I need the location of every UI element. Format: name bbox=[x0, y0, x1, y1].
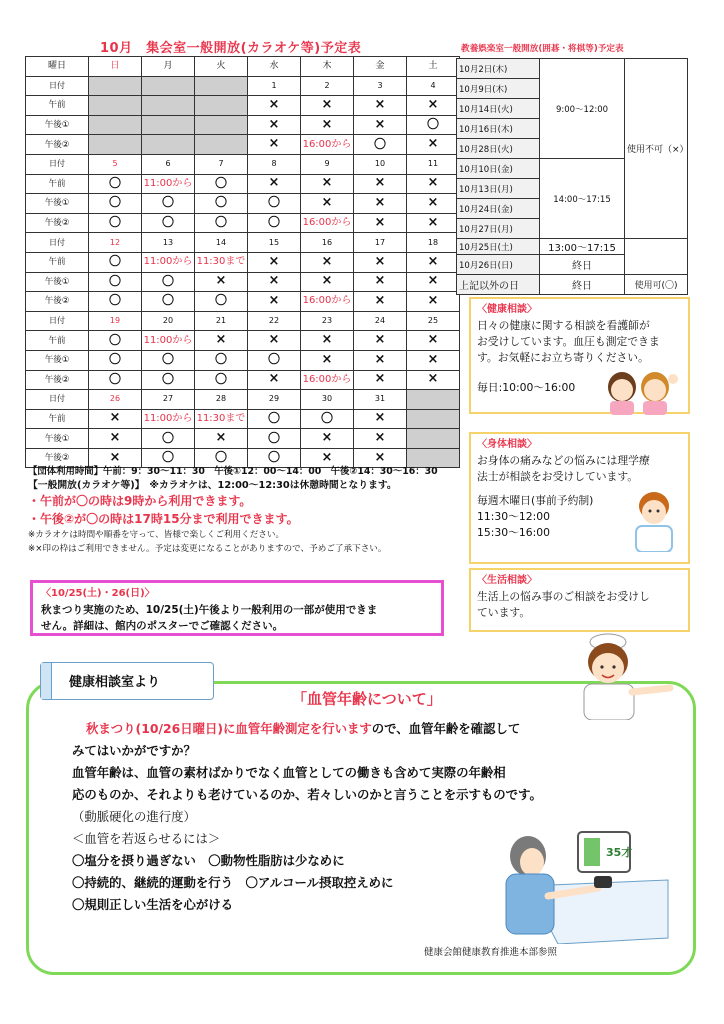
calendar-date: 3 bbox=[354, 76, 407, 96]
calendar-row bbox=[26, 194, 460, 214]
calendar-cell-unavailable: × bbox=[354, 429, 407, 449]
festival-notice bbox=[30, 580, 444, 636]
calendar-table bbox=[25, 56, 460, 468]
calendar-cell-unavailable: × bbox=[407, 213, 460, 233]
calendar-cell-empty bbox=[89, 76, 142, 96]
calendar-cell-empty bbox=[89, 115, 142, 135]
health-consult-text: す。お気軽にお立ち寄りください。 bbox=[477, 351, 649, 364]
calendar-row-label: 午後① bbox=[26, 350, 89, 370]
calendar-cell-available: 〇 bbox=[195, 448, 248, 468]
calendar-cell-unavailable: × bbox=[407, 350, 460, 370]
calendar-date: 25 bbox=[407, 311, 460, 331]
festival-text: せん。詳細は、館内のポスターでご確認ください。 bbox=[41, 620, 284, 632]
health-room-paragraph: みてはいかがですか？ bbox=[72, 743, 196, 758]
calendar-row-label: 午後① bbox=[26, 194, 89, 214]
calendar-cell-empty bbox=[142, 96, 195, 116]
health-room-tip: 〇持続的、継続的運動を行う 〇アルコール摂取控えめに bbox=[72, 875, 394, 890]
calendar-cell-unavailable: × bbox=[195, 429, 248, 449]
calendar-date: 20 bbox=[142, 311, 195, 331]
calendar-row bbox=[26, 154, 460, 174]
calendar-cell-available: 〇 bbox=[195, 292, 248, 312]
schedule-unavailable: 使用不可（×） bbox=[625, 59, 688, 239]
calendar-cell-available: 〇 bbox=[89, 272, 142, 292]
change-note: ※×印の枠はご利用できません。予定は変更になることがありますので、予めご了承下さい。 bbox=[28, 544, 387, 554]
calendar-cell-unavailable: × bbox=[407, 135, 460, 155]
calendar-cell-unavailable: × bbox=[248, 252, 301, 272]
health-room-lead-red: 秋まつり(10/26日曜日)に血管年齢測定を行います bbox=[86, 721, 372, 736]
calendar-cell-available: 〇 bbox=[89, 194, 142, 214]
calendar-cell-unavailable: × bbox=[407, 272, 460, 292]
calendar-date: 11 bbox=[407, 154, 460, 174]
calendar-cell-unavailable: × bbox=[354, 272, 407, 292]
calendar-row bbox=[26, 292, 460, 312]
calendar-cell-time-note: 16:00から bbox=[301, 370, 354, 390]
calendar-cell-available: 〇 bbox=[195, 194, 248, 214]
calendar-cell-empty bbox=[407, 390, 460, 410]
festival-heading: 〈10/25(土)・26(日)〉 bbox=[41, 588, 155, 599]
schedule-date: 10月27日(月) bbox=[457, 219, 540, 239]
body-consult-text: 法士が相談をお受けしています。 bbox=[477, 470, 639, 483]
calendar-row bbox=[26, 213, 460, 233]
calendar-row bbox=[26, 252, 460, 272]
calendar-cell-empty bbox=[142, 135, 195, 155]
calendar-cell-unavailable: × bbox=[248, 370, 301, 390]
therapist-illustration bbox=[626, 488, 682, 552]
morning-note: ・午前が〇の時は9時から利用できます。 bbox=[28, 494, 252, 508]
schedule-date: 10月25日(土) bbox=[457, 239, 540, 255]
calendar-cell-unavailable: × bbox=[354, 409, 407, 429]
calendar-row-label: 午前 bbox=[26, 174, 89, 194]
calendar-row bbox=[26, 429, 460, 449]
calendar-cell-time-note: 11:00から bbox=[142, 174, 195, 194]
calendar-cell-unavailable: × bbox=[89, 409, 142, 429]
calendar-cell-time-note: 11:00から bbox=[142, 252, 195, 272]
calendar-cell-available: 〇 bbox=[301, 409, 354, 429]
body-consult-time: 11:30～12:00 bbox=[477, 510, 551, 523]
calendar-date: 30 bbox=[301, 390, 354, 410]
calendar-date: 27 bbox=[142, 390, 195, 410]
calendar-date: 4 bbox=[407, 76, 460, 96]
calendar-header-day: 金 bbox=[354, 57, 407, 77]
calendar-date: 24 bbox=[354, 311, 407, 331]
calendar-cell-unavailable: × bbox=[301, 174, 354, 194]
schedule-date: 10月26日(日) bbox=[457, 255, 540, 275]
schedule-date: 10月2日(木) bbox=[457, 59, 540, 79]
calendar-cell-empty bbox=[89, 96, 142, 116]
calendar-date: 7 bbox=[195, 154, 248, 174]
calendar-cell-time-note: 11:00から bbox=[142, 409, 195, 429]
calendar-cell-empty bbox=[89, 135, 142, 155]
calendar-cell-time-note: 11:30まで bbox=[195, 409, 248, 429]
group-hours: 【団体利用時間】午前：9：30～11：30 午後①12：00～14：00 午後②14：30～16：30 bbox=[28, 466, 438, 477]
calendar-row-label: 午後② bbox=[26, 292, 89, 312]
calendar-cell-available: 〇 bbox=[89, 213, 142, 233]
schedule-other-time: 終日 bbox=[540, 275, 625, 295]
blood-vessel-measurement-illustration bbox=[498, 826, 670, 944]
calendar-cell-available: 〇 bbox=[195, 350, 248, 370]
calendar-header-weekday-label: 曜日 bbox=[26, 57, 89, 77]
schedule-table bbox=[456, 58, 688, 295]
calendar-cell-unavailable: × bbox=[354, 292, 407, 312]
calendar-cell-available: 〇 bbox=[248, 350, 301, 370]
calendar-cell-empty bbox=[195, 96, 248, 116]
calendar-date: 10 bbox=[354, 154, 407, 174]
life-consult-heading: 〈生活相談〉 bbox=[477, 575, 537, 586]
calendar-cell-empty bbox=[142, 115, 195, 135]
calendar-cell-unavailable: × bbox=[301, 272, 354, 292]
calendar-row-label: 日付 bbox=[26, 311, 89, 331]
calendar-cell-available: 〇 bbox=[248, 213, 301, 233]
calendar-date: 28 bbox=[195, 390, 248, 410]
calendar-date: 9 bbox=[301, 154, 354, 174]
calendar-cell-available: 〇 bbox=[248, 409, 301, 429]
calendar-cell-available: 〇 bbox=[195, 213, 248, 233]
calendar-cell-available: 〇 bbox=[195, 174, 248, 194]
calendar-header-day: 水 bbox=[248, 57, 301, 77]
calendar-row bbox=[26, 311, 460, 331]
calendar-date: 5 bbox=[89, 154, 142, 174]
calendar-cell-available: 〇 bbox=[142, 213, 195, 233]
calendar-cell-unavailable: × bbox=[354, 96, 407, 116]
schedule-title: 教養娯楽室一般開放(囲碁・将棋等)予定表 bbox=[461, 44, 624, 54]
calendar-cell-available: 〇 bbox=[248, 429, 301, 449]
calendar-cell-available: 〇 bbox=[142, 292, 195, 312]
usage-notes bbox=[28, 465, 458, 556]
calendar-cell-available: 〇 bbox=[195, 370, 248, 390]
calendar-date: 31 bbox=[354, 390, 407, 410]
calendar-cell-unavailable: × bbox=[354, 115, 407, 135]
calendar-cell-unavailable: × bbox=[407, 370, 460, 390]
calendar-cell-available: 〇 bbox=[89, 252, 142, 272]
calendar-row bbox=[26, 174, 460, 194]
calendar-cell-empty bbox=[195, 115, 248, 135]
calendar-row-label: 午前 bbox=[26, 96, 89, 116]
schedule-date: 10月28日(火) bbox=[457, 139, 540, 159]
health-room-paragraph: 血管年齢は、血管の素材ばかりでなく血管としての働きも含めて実際の年齢相 bbox=[72, 765, 506, 780]
schedule-time: 13:00～17:15 bbox=[540, 239, 625, 255]
calendar-row-label: 午後② bbox=[26, 213, 89, 233]
calendar-row-label: 日付 bbox=[26, 390, 89, 410]
health-room-lead-rest: ので、血管年齢を確認して bbox=[371, 721, 521, 736]
calendar-date: 16 bbox=[301, 233, 354, 253]
calendar-cell-unavailable: × bbox=[248, 174, 301, 194]
health-consult-text: お受けしています。血圧も測定できま bbox=[477, 335, 660, 348]
health-room-title: 「血管年齢について」 bbox=[292, 690, 442, 708]
calendar-cell-empty bbox=[195, 135, 248, 155]
body-consult-time: 15:30～16:00 bbox=[477, 526, 551, 539]
calendar-date: 19 bbox=[89, 311, 142, 331]
health-room-paragraph: （動脈硬化の進行度） bbox=[72, 809, 196, 824]
schedule-time: 終日 bbox=[540, 255, 625, 275]
calendar-cell-unavailable: × bbox=[248, 96, 301, 116]
calendar-cell-empty bbox=[195, 76, 248, 96]
calendar-cell-unavailable: × bbox=[195, 331, 248, 351]
calendar-cell-unavailable: × bbox=[354, 174, 407, 194]
calendar-cell-available: 〇 bbox=[89, 292, 142, 312]
karaoke-manner-note: ※カラオケは時間や順番を守って、皆様で楽しくご利用ください。 bbox=[28, 530, 285, 540]
calendar-cell-available: 〇 bbox=[142, 448, 195, 468]
calendar-cell-unavailable: × bbox=[301, 115, 354, 135]
calendar-date: 17 bbox=[354, 233, 407, 253]
calendar-date: 29 bbox=[248, 390, 301, 410]
calendar-cell-available: 〇 bbox=[89, 370, 142, 390]
calendar-row-label: 日付 bbox=[26, 154, 89, 174]
calendar-cell-available: 〇 bbox=[354, 135, 407, 155]
calendar-header-day: 日 bbox=[89, 57, 142, 77]
calendar-row bbox=[26, 135, 460, 155]
body-consult-heading: 〈身体相談〉 bbox=[477, 439, 537, 450]
nurse-pointing-illustration bbox=[560, 628, 680, 720]
calendar-cell-available: 〇 bbox=[142, 272, 195, 292]
calendar-cell-available: 〇 bbox=[89, 350, 142, 370]
calendar-cell-unavailable: × bbox=[301, 194, 354, 214]
schedule-date: 10月10日(金) bbox=[457, 159, 540, 179]
calendar-cell-available: 〇 bbox=[407, 115, 460, 135]
calendar-cell-unavailable: × bbox=[301, 96, 354, 116]
health-consult-hours: 毎日:10:00～16:00 bbox=[477, 381, 576, 394]
schedule-date: 10月14日(火) bbox=[457, 99, 540, 119]
calendar-row bbox=[26, 370, 460, 390]
calendar-cell-unavailable: × bbox=[407, 331, 460, 351]
calendar-row bbox=[26, 96, 460, 116]
calendar-cell-unavailable: × bbox=[301, 429, 354, 449]
schedule-date: 10月24日(金) bbox=[457, 199, 540, 219]
calendar-row-label: 午後① bbox=[26, 429, 89, 449]
calendar-row bbox=[26, 272, 460, 292]
calendar-row-label: 午後② bbox=[26, 448, 89, 468]
calendar-header-day: 木 bbox=[301, 57, 354, 77]
calendar-cell-unavailable: × bbox=[407, 194, 460, 214]
calendar-date: 15 bbox=[248, 233, 301, 253]
calendar-date: 18 bbox=[407, 233, 460, 253]
calendar-cell-available: 〇 bbox=[142, 429, 195, 449]
calendar-title: 10月 集会室一般開放(カラオケ等)予定表 bbox=[100, 41, 362, 56]
nurses-illustration bbox=[600, 365, 684, 415]
calendar-row bbox=[26, 76, 460, 96]
calendar-cell-available: 〇 bbox=[89, 174, 142, 194]
calendar-row-label: 午後① bbox=[26, 115, 89, 135]
calendar-row-label: 午前 bbox=[26, 409, 89, 429]
life-consult-box bbox=[469, 568, 690, 632]
schedule-date: 10月16日(木) bbox=[457, 119, 540, 139]
calendar-cell-available: 〇 bbox=[142, 370, 195, 390]
body-consult-text: お身体の痛みなどの悩みには理学療 bbox=[477, 454, 650, 467]
calendar-cell-unavailable: × bbox=[354, 448, 407, 468]
calendar-date: 1 bbox=[248, 76, 301, 96]
calendar-cell-unavailable: × bbox=[407, 174, 460, 194]
health-consult-heading: 〈健康相談〉 bbox=[477, 304, 537, 315]
calendar-cell-unavailable: × bbox=[301, 350, 354, 370]
calendar-row bbox=[26, 390, 460, 410]
calendar-cell-unavailable: × bbox=[407, 292, 460, 312]
calendar-cell-unavailable: × bbox=[248, 292, 301, 312]
calendar-date: 22 bbox=[248, 311, 301, 331]
calendar-cell-available: 〇 bbox=[89, 331, 142, 351]
calendar-cell-available: 〇 bbox=[248, 194, 301, 214]
calendar-cell-empty bbox=[407, 429, 460, 449]
calendar-row-label: 日付 bbox=[26, 76, 89, 96]
health-room-tip: 〇塩分を摂り過ぎない 〇動物性脂肪は少なめに bbox=[72, 853, 345, 868]
calendar-cell-time-note: 11:00から bbox=[142, 331, 195, 351]
calendar-cell-unavailable: × bbox=[248, 272, 301, 292]
calendar-date: 14 bbox=[195, 233, 248, 253]
health-room-tab-label: 健康相談室より bbox=[69, 675, 161, 690]
health-room-body bbox=[72, 718, 542, 916]
health-room-paragraph: ＜血管を若返らせるには＞ bbox=[72, 831, 221, 846]
calendar-header-day: 火 bbox=[195, 57, 248, 77]
calendar-cell-unavailable: × bbox=[195, 272, 248, 292]
calendar-cell-time-note: 16:00から bbox=[301, 292, 354, 312]
calendar-cell-unavailable: × bbox=[354, 252, 407, 272]
calendar-row-label: 午前 bbox=[26, 252, 89, 272]
calendar-cell-unavailable: × bbox=[354, 370, 407, 390]
health-room-source: 健康会館健康教育推進本部参照 bbox=[424, 947, 558, 958]
monitor-age-readout: 35才 bbox=[606, 846, 633, 859]
calendar-cell-empty bbox=[407, 409, 460, 429]
calendar-cell-unavailable: × bbox=[248, 135, 301, 155]
life-consult-text: 生活上の悩み事のご相談をお受けし bbox=[477, 590, 650, 603]
calendar-date: 2 bbox=[301, 76, 354, 96]
calendar-cell-available: 〇 bbox=[248, 448, 301, 468]
calendar-row-label: 午後② bbox=[26, 135, 89, 155]
health-room-tab bbox=[40, 662, 214, 700]
calendar-date: 12 bbox=[89, 233, 142, 253]
schedule-available: 使用可(〇) bbox=[625, 275, 688, 295]
health-room-paragraph: 応のものか、それよりも老けているのか、若々しいのかと言うことを示すものです。 bbox=[72, 787, 542, 802]
schedule-date: 10月9日(木) bbox=[457, 79, 540, 99]
calendar-cell-unavailable: × bbox=[354, 194, 407, 214]
calendar-cell-available: 〇 bbox=[142, 194, 195, 214]
calendar-cell-unavailable: × bbox=[248, 331, 301, 351]
calendar-cell-unavailable: × bbox=[301, 252, 354, 272]
calendar-cell-unavailable: × bbox=[248, 115, 301, 135]
life-consult-text: ています。 bbox=[477, 606, 531, 619]
calendar-row bbox=[26, 350, 460, 370]
calendar-date: 8 bbox=[248, 154, 301, 174]
calendar-row bbox=[26, 233, 460, 253]
calendar-cell-unavailable: × bbox=[407, 252, 460, 272]
calendar-header-day: 土 bbox=[407, 57, 460, 77]
body-consult-schedule: 毎週木曜日(事前予約制) bbox=[477, 494, 594, 507]
calendar-row bbox=[26, 409, 460, 429]
calendar-row-label: 午前 bbox=[26, 331, 89, 351]
calendar-cell-unavailable: × bbox=[89, 448, 142, 468]
calendar-date: 21 bbox=[195, 311, 248, 331]
calendar-cell-time-note: 16:00から bbox=[301, 135, 354, 155]
karaoke-note: 【一般開放(カラオケ等)】 ※カラオケは、12:00～12:30は休憩時間となります。 bbox=[28, 479, 397, 491]
calendar-row-label: 午後① bbox=[26, 272, 89, 292]
calendar-row-label: 日付 bbox=[26, 233, 89, 253]
afternoon-note: ・午後②が〇の時は17時15分まで利用できます。 bbox=[28, 512, 299, 526]
calendar-cell-unavailable: × bbox=[354, 213, 407, 233]
calendar-row-label: 午後② bbox=[26, 370, 89, 390]
calendar-cell-unavailable: × bbox=[301, 331, 354, 351]
calendar-cell-time-note: 16:00から bbox=[301, 213, 354, 233]
schedule-date: 10月13日(月) bbox=[457, 179, 540, 199]
calendar-cell-unavailable: × bbox=[89, 429, 142, 449]
calendar-row bbox=[26, 331, 460, 351]
calendar-cell-time-note: 11:30まで bbox=[195, 252, 248, 272]
health-room-tip: 〇規則正しい生活を心がける bbox=[72, 897, 234, 912]
schedule-other-label: 上記以外の日 bbox=[457, 275, 540, 295]
calendar-cell-available: 〇 bbox=[142, 350, 195, 370]
calendar-date: 26 bbox=[89, 390, 142, 410]
health-consult-text: 日々の健康に関する相談を看護師が bbox=[477, 319, 650, 332]
calendar-date: 6 bbox=[142, 154, 195, 174]
schedule-time-afternoon: 14:00～17:15 bbox=[540, 159, 625, 239]
calendar-row bbox=[26, 115, 460, 135]
calendar-cell-unavailable: × bbox=[301, 448, 354, 468]
calendar-cell-unavailable: × bbox=[354, 331, 407, 351]
calendar-cell-empty bbox=[142, 76, 195, 96]
calendar-cell-unavailable: × bbox=[354, 350, 407, 370]
calendar-cell-unavailable: × bbox=[407, 96, 460, 116]
schedule-time-morning: 9:00～12:00 bbox=[540, 59, 625, 159]
calendar-date: 13 bbox=[142, 233, 195, 253]
calendar-date: 23 bbox=[301, 311, 354, 331]
festival-text: 秋まつり実施のため、10/25(土)午後より一般利用の一部が使用できま bbox=[41, 604, 378, 616]
calendar-header-day: 月 bbox=[142, 57, 195, 77]
